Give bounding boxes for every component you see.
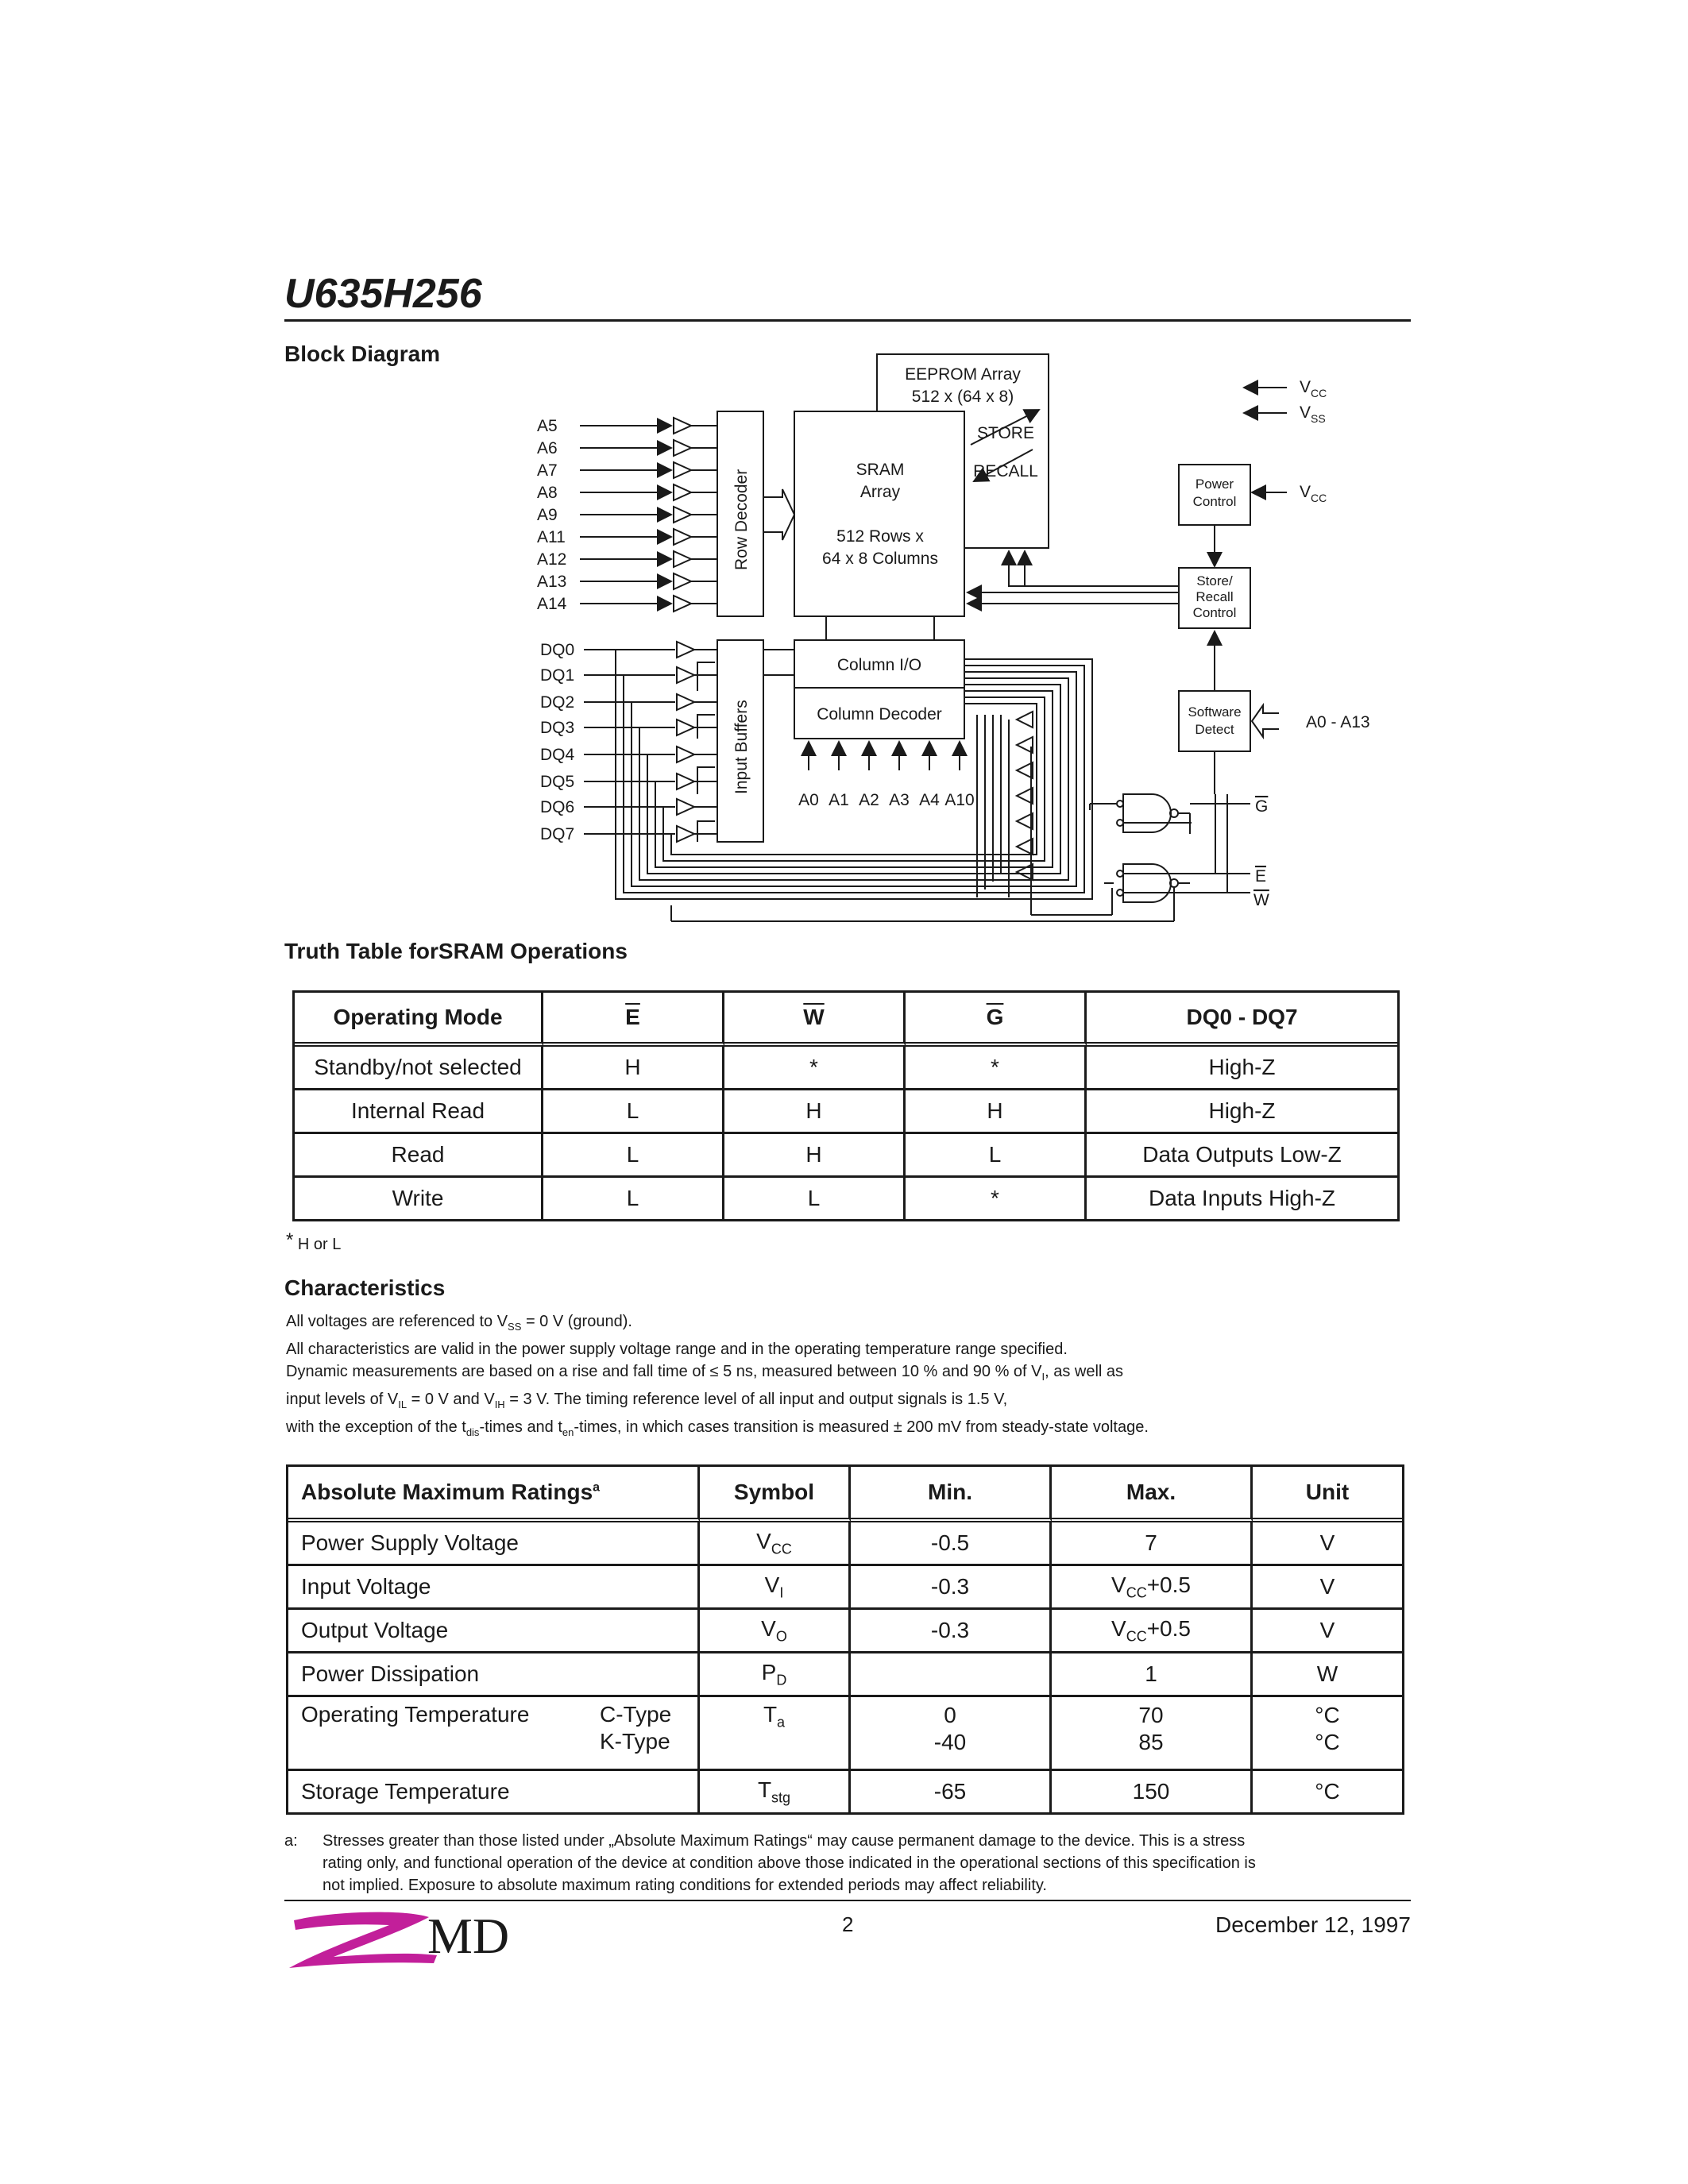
table-cell: H: [724, 1090, 906, 1134]
column-header: DQ0 - DQ7: [1087, 993, 1397, 1047]
footer-rule: [284, 1900, 1411, 1901]
table-cell: $V_I$: [700, 1566, 851, 1610]
table-cell: V: [1253, 1522, 1402, 1566]
col-addr-label: A2: [859, 791, 879, 809]
sram-label: SRAM: [856, 461, 905, 479]
table-cell: °C °C: [1253, 1697, 1402, 1771]
power-control-label: Power: [1195, 477, 1234, 492]
block-diagram: [0, 0, 1688, 937]
table-cell: Standby/not selected: [295, 1047, 543, 1090]
table-row: [288, 1697, 1402, 1771]
char-line: All voltages are referenced to $V_{SS} = 0$ V (ground).: [286, 1313, 632, 1333]
table-cell: Input Voltage: [288, 1566, 700, 1610]
char-line: Dynamic measurements are based on a rise and fall time of ≤ 5 ns, measured between 10 % and 90 % of $V_I$, as well as: [286, 1363, 1124, 1383]
col-addr-label: A0: [798, 791, 819, 809]
document-title: U635H256: [284, 271, 482, 317]
column-header: Unit: [1253, 1467, 1402, 1522]
row-decoder-to-sram-arrow: [763, 489, 794, 540]
truth-table-header-row: [295, 993, 1397, 1047]
table-cell: L: [543, 1178, 724, 1219]
column-header: $\overline{E}$: [543, 993, 724, 1047]
table-cell: Data Outputs Low-Z: [1087, 1134, 1397, 1178]
e-pin-label: E: [1255, 867, 1267, 886]
input-buffers-label: Input Buffers: [732, 700, 751, 794]
table-cell: -0.5: [851, 1522, 1052, 1566]
table-cell: Internal Read: [295, 1090, 543, 1134]
amr-footnote-label: a:: [284, 1832, 298, 1850]
table-cell: 1: [1052, 1653, 1253, 1697]
table-cell: H: [906, 1090, 1087, 1134]
table-cell: L: [724, 1178, 906, 1219]
eeprom-size-label: 512 x (64 x 8): [911, 388, 1014, 406]
truth-table: [292, 990, 1400, 1221]
table-cell: L: [906, 1134, 1087, 1178]
sram-rows-label: 512 Rows x: [836, 527, 924, 546]
table-cell: $T_a$: [700, 1697, 851, 1771]
absolute-max-ratings-table: [286, 1464, 1404, 1815]
table-row: [288, 1653, 1402, 1697]
table-cell: $V_{CC}+0.5$: [1052, 1610, 1253, 1653]
table-cell: Output Voltage: [288, 1610, 700, 1653]
table-cell: $V_O$: [700, 1610, 851, 1653]
page-number: 2: [842, 1912, 854, 1936]
software-detect-input-label: A0 - A13: [1306, 713, 1370, 731]
table-cell: $V_{CC}+0.5$: [1052, 1566, 1253, 1610]
table-row: [295, 1178, 1397, 1219]
table-row: [288, 1610, 1402, 1653]
table-cell: Operating Temperature C-Type K-Type: [288, 1697, 700, 1771]
column-header: Absolute Maximum Ratings$^a$: [288, 1467, 700, 1522]
column-header: $\overline{W}$: [724, 993, 906, 1047]
table-cell: V: [1253, 1610, 1402, 1653]
column-header: Min.: [851, 1467, 1052, 1522]
table-row: [288, 1566, 1402, 1610]
dq-label: DQ0: [540, 641, 575, 659]
table-row: [295, 1047, 1397, 1090]
addr-label: A8: [537, 484, 558, 502]
col-addr-label: A4: [919, 791, 940, 809]
amr-footnote-text: Stresses greater than those listed under „Absolute Maximum Ratings“ may cause permanent damage to the device. This is a stress rating only, and functional operation of the device at condition above those indicated in the operational sections of this specification is not implied. Exposure to absolute maximum rating conditions for extended periods may affect reliability.: [323, 1832, 1256, 1894]
eeprom-label: EEPROM Array: [905, 365, 1021, 384]
table-cell: *: [906, 1178, 1087, 1219]
dq-label: DQ6: [540, 798, 575, 816]
sram-cols-label: 64 x 8 Columns: [822, 550, 938, 568]
col-addr-label: A3: [889, 791, 910, 809]
table-cell: 70 85: [1052, 1697, 1253, 1771]
table-cell: -65: [851, 1771, 1052, 1812]
zmd-logo: [286, 1906, 524, 1970]
column-header: Operating Mode: [295, 993, 543, 1047]
software-detect-label: Software: [1188, 704, 1242, 720]
sram-array-box: [794, 411, 964, 616]
table-row: [295, 1090, 1397, 1134]
w-pin-label: W: [1253, 891, 1269, 909]
table-cell: Power Dissipation: [288, 1653, 700, 1697]
software-detect-input-arrow: [1252, 705, 1279, 737]
char-line: with the exception of the $t_{dis}$-times and $t_{en}$-times, in which cases transition is measured ± 200 mV from steady-state voltage.: [286, 1418, 1149, 1438]
software-detect-label-2: Detect: [1195, 722, 1234, 737]
table-cell: °C: [1315, 1779, 1340, 1804]
table-cell: [851, 1653, 1052, 1697]
store-label: STORE: [977, 424, 1034, 442]
table-cell: $V_{CC}$: [700, 1522, 851, 1566]
characteristics-text: [286, 1310, 1430, 1444]
dq-label: DQ5: [540, 773, 575, 791]
amr-header-row: [288, 1467, 1402, 1522]
block-diagram-heading: Block Diagram: [284, 341, 441, 366]
row-decoder-label: Row Decoder: [732, 469, 751, 570]
addr-label: A7: [537, 461, 558, 480]
table-cell: Storage Temperature: [288, 1771, 700, 1812]
table-cell: -0.3: [851, 1566, 1052, 1610]
store-recall-label: Store/: [1196, 573, 1233, 588]
addr-label: A11: [537, 528, 566, 546]
table-cell: W: [1253, 1653, 1402, 1697]
dq-label: DQ7: [540, 825, 575, 843]
char-line: input levels of $V_{IL} = 0$ V and $V_{IH} = 3$ V. The timing reference level of all input and output signals is 1.5 V,: [286, 1391, 1008, 1410]
addr-label: A6: [537, 439, 558, 457]
logo-text: MD: [427, 1908, 510, 1964]
address-buffer-group: [580, 418, 717, 612]
column-address-arrows: [809, 742, 960, 770]
table-row: [295, 1134, 1397, 1178]
column-header: $\overline{G}$: [906, 993, 1087, 1047]
dq-label: DQ2: [540, 693, 575, 712]
table-cell: L: [543, 1090, 724, 1134]
vss-label: $V_{SS}$: [1300, 403, 1326, 425]
table-cell: $P_D$: [700, 1653, 851, 1697]
and-gate-upper: [1123, 794, 1171, 832]
table-cell: Write: [295, 1178, 543, 1219]
recall-label: RECALL: [973, 462, 1038, 480]
power-control-label-2: Control: [1192, 494, 1237, 509]
column-header: Symbol: [700, 1467, 851, 1522]
footnote-mark: *: [286, 1229, 294, 1251]
sram-label-2: Array: [859, 483, 901, 501]
column-header: Max.: [1052, 1467, 1253, 1522]
addr-label: A9: [537, 506, 558, 524]
table-cell: H: [543, 1047, 724, 1090]
store-recall-label-2: Recall: [1196, 589, 1234, 604]
dq-label: DQ1: [540, 666, 575, 685]
truth-table-footnote: [286, 1229, 341, 1256]
addr-label: A5: [537, 417, 558, 435]
table-cell: Power Supply Voltage: [288, 1522, 700, 1566]
store-recall-label-3: Control: [1192, 605, 1237, 620]
footnote-text: H or L: [297, 1236, 342, 1253]
characteristics-heading: Characteristics: [284, 1275, 446, 1300]
col-addr-label: A10: [944, 791, 975, 809]
table-cell: 150: [1052, 1771, 1253, 1812]
table-cell: Read: [295, 1134, 543, 1178]
vcc-label: $V_{CC}$: [1300, 378, 1327, 399]
table-cell: *: [906, 1047, 1087, 1090]
table-cell: Data Inputs High-Z: [1149, 1186, 1335, 1210]
data-buffer-group: [584, 642, 717, 842]
and-gate-lower: [1123, 864, 1171, 902]
table-cell: V: [1253, 1566, 1402, 1610]
truth-table-heading: Truth Table forSRAM Operations: [284, 939, 628, 963]
footer-date: December 12, 1997: [1215, 1912, 1411, 1937]
addr-label: A13: [537, 573, 567, 591]
addr-label: A14: [537, 595, 567, 613]
char-line: All characteristics are valid in the power supply voltage range and in the operating temperature range specified.: [286, 1341, 1068, 1358]
table-cell: *: [724, 1047, 906, 1090]
addr-label: A12: [537, 550, 567, 569]
table-cell: L: [543, 1134, 724, 1178]
table-cell: $T_{stg}$: [700, 1771, 851, 1812]
table-cell: H: [724, 1134, 906, 1178]
vcc-label-power: $V_{CC}$: [1300, 483, 1327, 504]
table-cell: -0.3: [851, 1610, 1052, 1653]
col-addr-label: A1: [829, 791, 849, 809]
g-pin-label: G: [1255, 797, 1269, 816]
table-cell: 0 -40: [851, 1697, 1052, 1771]
table-row: [288, 1771, 1402, 1812]
software-detect-box: [1179, 691, 1250, 751]
table-row: [288, 1522, 1402, 1566]
dq-label: DQ3: [540, 719, 575, 737]
dq-label: DQ4: [540, 746, 575, 764]
table-cell: High-Z: [1087, 1090, 1397, 1134]
table-cell: 7: [1052, 1522, 1253, 1566]
column-io-label: Column I/O: [836, 656, 922, 674]
table-cell: High-Z: [1087, 1047, 1397, 1090]
column-decoder-label: Column Decoder: [817, 705, 942, 723]
